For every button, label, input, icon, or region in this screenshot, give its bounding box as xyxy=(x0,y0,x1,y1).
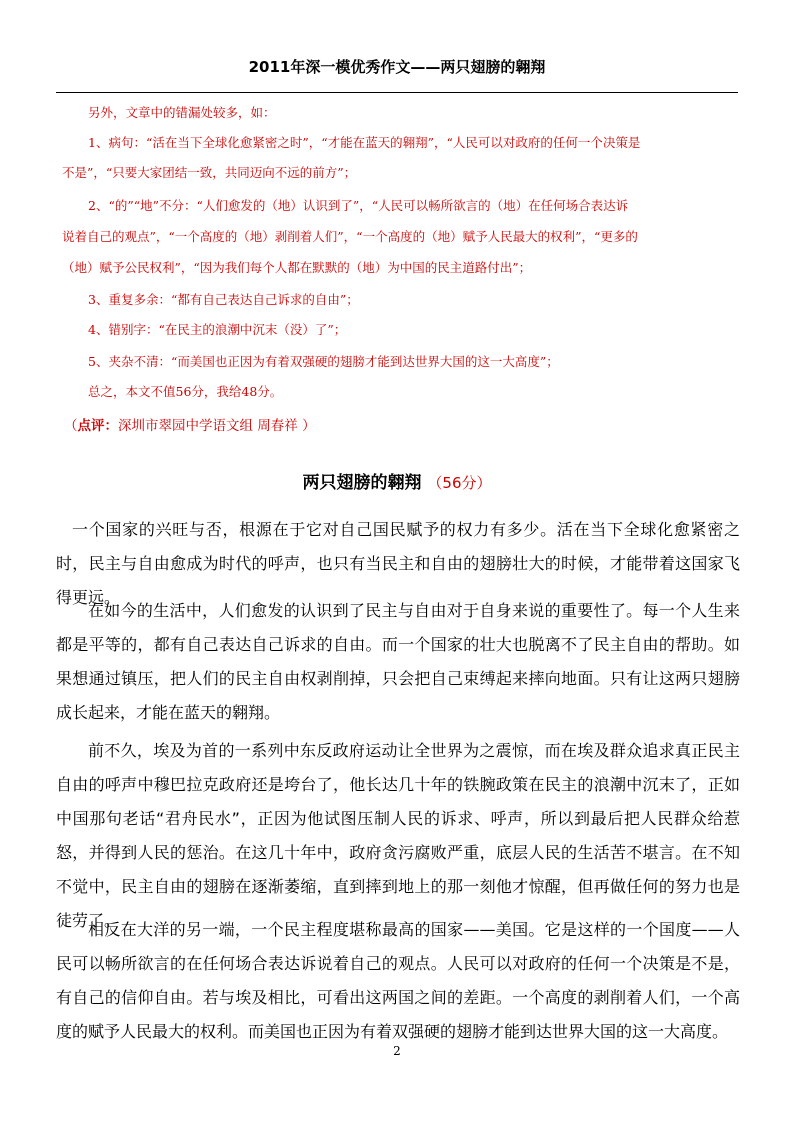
essay-paragraph: 在如今的生活中，人们愈发的认识到了民主与自由对于自身来说的重要性了。每一个人生来都是平等的，都有自己表达自己诉求的自由。而一个国家的壮大也脱离不了民主自由的帮助。如果想通过镇压，把人们的民主自由权剥削掉，只会把自己束缚起来摔向地面。只有让这两只翅膀成长起来，才能在蓝天的翱翔。 xyxy=(56,601,740,722)
review-line: 4、错别字：“在民主的浪潮中沉末（没）了”； xyxy=(88,322,347,337)
review-intro: 另外，文章中的错漏处较多，如： xyxy=(88,105,276,120)
header-rule xyxy=(56,92,738,93)
essay-title xyxy=(0,468,794,493)
essay-paragraph: 一个国家的兴旺与否，根源在于它对自己国民赋予的权力有多少。活在当下全球化愈紧密之时，民主与自由愈成为时代的呼声，也只有当民主和自由的翅膀壮大的时候，才能带着这国家飞得更远。 xyxy=(56,520,740,607)
review-line: （地）赋予公民权利”，“因为我们每个人都在默默的（地）为中国的民主道路付出”； xyxy=(62,260,532,275)
essay-title-text: 两只翅膀的翱翔 xyxy=(302,473,422,493)
review-line: 2、“的”“地”不分：“人们愈发的（地）认识到了”，“人民可以畅所欲言的（地）在任何场合表达诉 xyxy=(88,198,629,213)
credit-open-paren: （ xyxy=(64,418,78,434)
essay-paragraph: 相反在大洋的另一端，一个民主程度堪称最高的国家——美国。它是这样的一个国度——人民可以畅所欲言的在任何场合表达诉说着自己的观点。人民可以对政府的任何一个决策是不是，有自己的信仰自由。若与埃及相比，可看出这两国之间的差距。一个高度的剥削着人们，一个高度的赋予人民最大的权利。而美国也正因为有着双强硬的翅膀才能到达世界大国的这一大高度。 xyxy=(56,920,740,1041)
review-line: 5、夹杂不清：“而美国也正因为有着双强硬的翅膀才能到达世界大国的这一大高度”； xyxy=(88,354,559,369)
essay-paragraph: 前不久，埃及为首的一系列中东反政府运动让全世界为之震惊，而在埃及群众追求真正民主自由的呼声中穆巴拉克政府还是垮台了，他长达几十年的铁腕政策在民主的浪潮中沉末了，正如中国那句老话“君舟民水”，正因为他试图压制人民的诉求、呼声，所以到最后把人民群众给惹怒，并得到人民的惩治。在这几十年中，政府贪污腐败严重，底层人民的生活苦不堪言。在不知不觉中，民主自由的翅膀在逐渐萎缩，直到摔到地上的那一刻他才惊醒，但再做任何的努力也是徒劳了。 xyxy=(56,741,740,930)
page-number: 2 xyxy=(393,1044,401,1058)
credit-label: 点评： xyxy=(77,418,118,434)
essay-score: （56分） xyxy=(427,474,492,492)
review-line: 总之，本文不值56分，我给48分。 xyxy=(88,384,283,399)
review-credit xyxy=(64,414,316,434)
credit-text: 深圳市翠园中学语文组 周春祥 xyxy=(118,418,303,434)
page-header-title: 2011年深一模优秀作文——两只翅膀的翱翔 xyxy=(248,58,546,76)
credit-close-paren: ） xyxy=(302,418,316,434)
review-line: 1、病句：“活在当下全球化愈紧密之时”，“才能在蓝天的翱翔”，“人民可以对政府的任何一个决策是 xyxy=(88,135,641,150)
review-line: 说着自己的观点”，“一个高度的（地）剥削着人们”，“一个高度的（地）赋予人民最大的权利”，“更多的 xyxy=(62,229,638,244)
review-line: 3、重复多余：“都有自己表达自己诉求的自由”； xyxy=(88,292,359,307)
review-line: 不是”，“只要大家团结一致，共同迈向不远的前方”； xyxy=(62,165,357,180)
